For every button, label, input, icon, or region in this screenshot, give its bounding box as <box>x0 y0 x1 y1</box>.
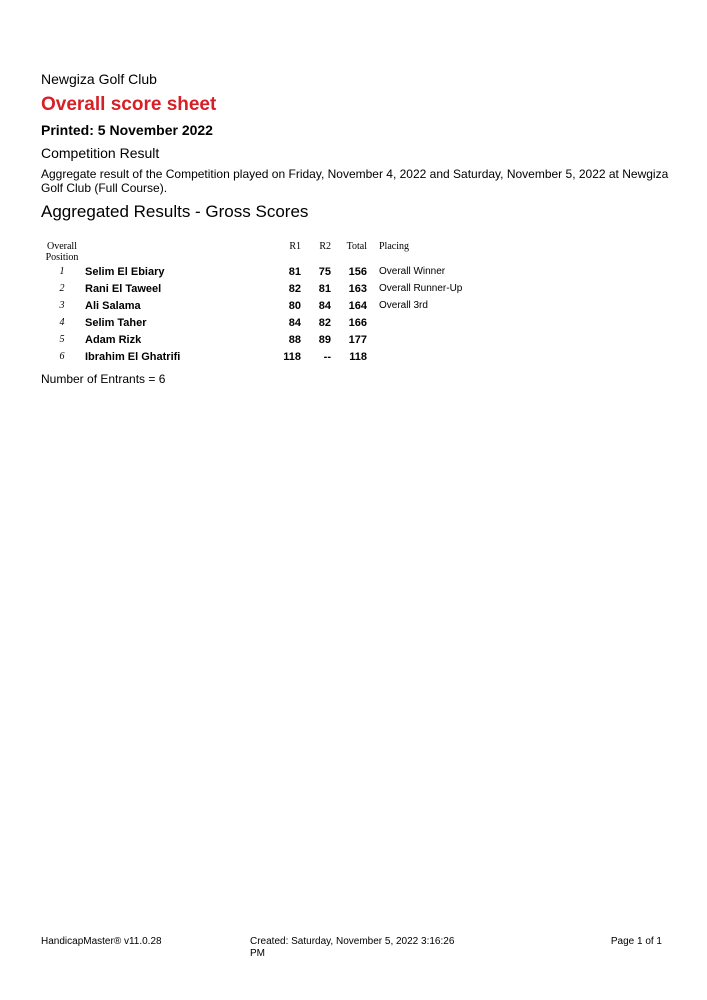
round2-score: 89 <box>318 334 331 346</box>
col-header-total: Total <box>346 241 367 252</box>
round2-score: 75 <box>318 266 331 278</box>
round1-score: 84 <box>288 317 301 329</box>
table-row <box>0 317 707 334</box>
printed-date: Printed: 5 November 2022 <box>41 122 213 138</box>
round1-score: 118 <box>283 351 301 363</box>
table-row <box>0 300 707 317</box>
player-name: Rani El Taweel <box>85 283 162 295</box>
position-cell: 3 <box>59 300 65 311</box>
page-title: Overall score sheet <box>41 94 217 115</box>
position-cell: 4 <box>59 317 65 328</box>
placing-cell: Overall 3rd <box>379 300 428 311</box>
table-row <box>0 266 707 283</box>
position-cell: 2 <box>59 283 65 294</box>
total-score: 118 <box>349 351 367 363</box>
round2-score: 81 <box>318 283 331 295</box>
table-row <box>0 334 707 351</box>
round2-score: 82 <box>318 317 331 329</box>
table-row <box>0 283 707 300</box>
table-row <box>0 351 707 368</box>
total-score: 156 <box>348 266 367 278</box>
position-cell: 5 <box>59 334 65 345</box>
placing-cell: Overall Winner <box>379 266 446 277</box>
player-name: Selim Taher <box>85 317 147 329</box>
footer-version: HandicapMaster® v11.0.28 <box>41 936 162 947</box>
entrants-count: Number of Entrants = 6 <box>41 372 166 386</box>
round1-score: 81 <box>288 266 301 278</box>
position-cell: 1 <box>59 266 65 277</box>
total-score: 163 <box>348 283 367 295</box>
round1-score: 88 <box>288 334 301 346</box>
section-heading: Competition Result <box>41 145 160 161</box>
col-header-r1: R1 <box>289 241 301 252</box>
col-header-position-line2: Position <box>45 252 79 263</box>
col-header-r2: R2 <box>319 241 331 252</box>
player-name: Adam Rizk <box>85 334 142 346</box>
total-score: 166 <box>348 317 367 329</box>
round1-score: 80 <box>288 300 301 312</box>
player-name: Selim El Ebiary <box>85 266 165 278</box>
player-name: Ali Salama <box>85 300 141 312</box>
round1-score: 82 <box>288 283 301 295</box>
results-heading: Aggregated Results - Gross Scores <box>41 202 309 221</box>
total-score: 164 <box>348 300 367 312</box>
col-header-position <box>43 241 81 263</box>
round2-score: -- <box>323 351 331 363</box>
competition-description: Aggregate result of the Competition played on Friday, November 4, 2022 and Saturday, November 5, 2022 at Newgiza Golf Club (Full Course). <box>41 167 669 195</box>
total-score: 177 <box>348 334 367 346</box>
club-name: Newgiza Golf Club <box>41 71 157 87</box>
col-header-placing: Placing <box>379 241 409 252</box>
position-cell: 6 <box>59 351 65 362</box>
footer-page-number: Page 1 of 1 <box>610 936 662 947</box>
col-header-position-line1: Overall <box>47 241 77 252</box>
footer-created: Created: Saturday, November 5, 2022 3:16:26 PM <box>250 936 455 959</box>
round2-score: 84 <box>318 300 331 312</box>
player-name: Ibrahim El Ghatrifi <box>85 351 181 363</box>
placing-cell: Overall Runner-Up <box>379 283 463 294</box>
